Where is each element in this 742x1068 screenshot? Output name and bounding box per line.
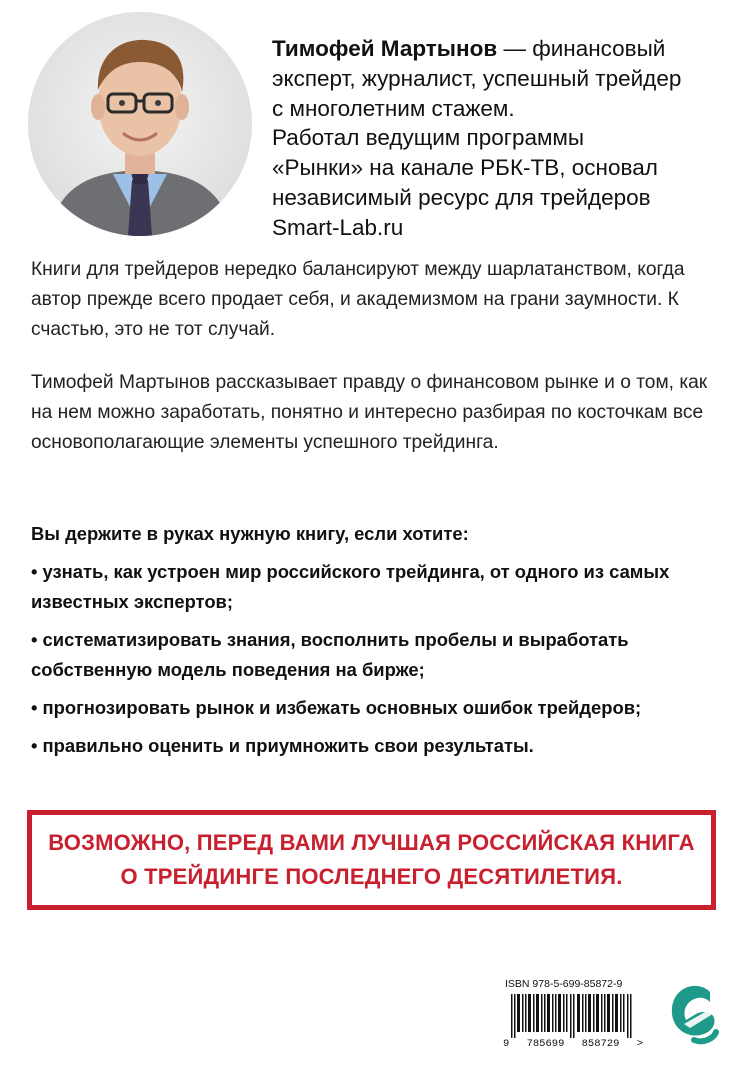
description-paragraph-1: Книги для трейдеров нередко балансируют между шарлатанством, когда автор прежде всего продает себя, и академизмом на грани заумности. К счастью, это не тот случай. [31, 259, 685, 340]
benefit-item: • правильно оценить и приумножить свои результаты. [31, 735, 534, 756]
benefits-lead: Вы держите в руках нужную книгу, если хотите: [31, 523, 469, 544]
author-bio-line: Smart-Lab.ru [272, 214, 404, 240]
publisher-logo-icon [664, 978, 722, 1050]
callout-line-2: О ТРЕЙДИНГЕ ПОСЛЕДНЕГО ДЕСЯТИЛЕТИЯ. [120, 864, 623, 889]
isbn-barcode [503, 978, 643, 1052]
author-bio-line: «Рынки» на канале РБК-ТВ, основал [272, 155, 658, 181]
barcode-digit-end: > [636, 1038, 643, 1050]
barcode-digit-first: 9 [503, 1038, 510, 1050]
barcode-digit-group-2: 858729 [581, 1038, 620, 1050]
author-bio-line: с многолетним стажем. [272, 95, 515, 121]
benefit-item: • узнать, как устроен мир российского трейдинга, от одного из самых известных экспертов; [31, 561, 670, 612]
author-photo [28, 12, 252, 236]
isbn-label: ISBN 978-5-699-85872-9 [505, 978, 623, 990]
barcode-digits [503, 1038, 643, 1050]
benefit-item: • прогнозировать рынок и избежать основных ошибок трейдеров; [31, 697, 642, 718]
description-paragraph-2: Тимофей Мартынов рассказывает правду о финансовом рынке и о том, как на нем можно заработать, понятно и интересно разбирая по косточкам все основополагающие элементы успешного трейдинга. [31, 372, 708, 453]
benefits-list [31, 557, 721, 769]
benefit-item: • систематизировать знания, восполнить пробелы и выработать собственную модель поведения на бирже; [31, 629, 629, 680]
author-bio-line: — финансовый [497, 36, 666, 61]
barcode-bars-icon [503, 994, 643, 1038]
author-bio-line: эксперт, журналист, успешный трейдер [272, 65, 682, 91]
callout-line-1: ВОЗМОЖНО, ПЕРЕД ВАМИ ЛУЧШАЯ РОССИЙСКАЯ КНИГА [48, 830, 695, 855]
author-portrait-icon [28, 12, 252, 236]
author-bio-line: независимый ресурс для трейдеров [272, 184, 651, 210]
author-bio-line: Работал ведущим программы [272, 125, 585, 151]
author-bio [272, 34, 722, 243]
barcode-digit-group-1: 785699 [526, 1038, 565, 1050]
author-name: Тимофей Мартынов [272, 36, 498, 61]
callout-box [27, 810, 716, 910]
